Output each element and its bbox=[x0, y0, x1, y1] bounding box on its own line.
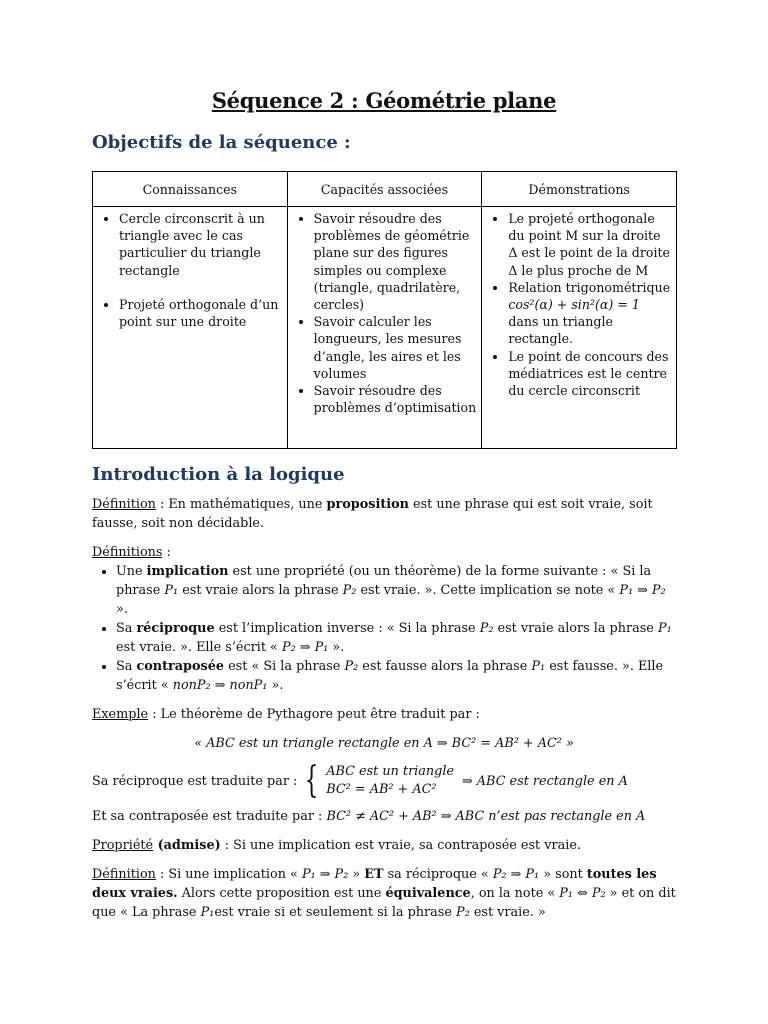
page-title: Séquence 2 : Géométrie plane bbox=[211, 88, 557, 113]
left-brace-icon: { bbox=[304, 760, 319, 801]
example-label: Exemple bbox=[92, 707, 149, 722]
definitions-list bbox=[92, 562, 676, 695]
cell-capacites bbox=[287, 207, 482, 449]
definition-equivalence: Définition : Si une implication « P₁ ⇒ P₂ » ET sa réciproque « P₂ ⇒ P₁ » sont toutes les deux vraies. Alors cette proposition est une équivalence, on la note « P₁ ⇔ P₂ » et on dit que « La phrase P₁est vraie si et seulement si la phrase P₂ est vraie. » bbox=[92, 867, 676, 920]
propriete-line: Propriété (admise) : Si une implication est vraie, sa contraposée est vraie. bbox=[92, 838, 581, 853]
definition-proposition: Définition : En mathématiques, une proposition est une phrase qui est soit vraie, soit fausse, soit non décidable. bbox=[92, 497, 653, 531]
header-demonstrations: Démonstrations bbox=[482, 172, 677, 207]
definitions-label-line: Définitions : bbox=[92, 545, 171, 560]
definition-label: Définition bbox=[92, 497, 156, 512]
list-item: • Le point de concours des médiatrices est le centre du cercle circonscrit bbox=[508, 348, 672, 400]
objectives-table bbox=[92, 171, 677, 449]
reciproque-system: ABC est un triangle BC² = AB² + AC² bbox=[326, 764, 455, 797]
list-item bbox=[508, 279, 672, 348]
logic-heading: Introduction à la logique bbox=[92, 464, 345, 485]
table-row bbox=[93, 207, 677, 449]
header-capacites: Capacités associées bbox=[287, 172, 482, 207]
list-item-implication: • Une implication est une propriété (ou un théorème) de la forme suivante : « Si la phrase P₁ est vraie alors la phrase P₂ est vraie. ». Cette implication se note « P₁ ⇒ P₂ ». bbox=[116, 562, 676, 619]
list-item: • Projeté orthogonale d’un point sur une droite bbox=[119, 296, 283, 330]
table-header-row bbox=[93, 172, 677, 207]
propriete-label: Propriété bbox=[92, 838, 154, 853]
reciproque-label: Sa réciproque est traduite par : bbox=[92, 773, 298, 789]
list-item: • Savoir résoudre des problèmes de géométrie plane sur des figures simples ou complexe (triangle, quadrilatère, cercles) bbox=[314, 210, 478, 313]
list-item: • Cercle circonscrit à un triangle avec le cas particulier du triangle rectangle bbox=[119, 210, 283, 279]
pythagore-formula: « ABC est un triangle rectangle en A ⇒ BC² = AB² + AC² » bbox=[194, 736, 574, 751]
objectives-heading: Objectifs de la séquence : bbox=[92, 132, 351, 153]
list-item: • Savoir calculer les longueurs, les mesures d’angle, les aires et les volumes bbox=[314, 313, 478, 382]
cell-demonstrations bbox=[482, 207, 677, 449]
list-item: • Le projeté orthogonale du point M sur la droite Δ est le point de la droite Δ le plus proche de M bbox=[508, 210, 672, 279]
list-item-contraposee: • Sa contraposée est « Si la phrase P₂ est fausse alors la phrase P₁ est fausse. ». Elle s’écrit « nonP₂ ⇒ nonP₁ ». bbox=[116, 657, 676, 695]
cell-connaissances bbox=[93, 207, 288, 449]
item-text: Relation trigonométrique bbox=[508, 279, 671, 295]
list-item-reciproque: • Sa réciproque est l’implication inverse : « Si la phrase P₂ est vraie alors la phrase P₁ est vraie. ». Elle s’écrit « P₂ ⇒ P₁ ». bbox=[116, 619, 676, 657]
header-connaissances: Connaissances bbox=[93, 172, 288, 207]
definitions-label: Définitions bbox=[92, 545, 163, 560]
item-text: dans un triangle rectangle. bbox=[508, 314, 613, 347]
contraposee-example: Et sa contraposée est traduite par : BC² ≠ AC² + AB² ⇒ ABC n’est pas rectangle en A bbox=[92, 809, 646, 824]
reciproque-example bbox=[92, 760, 676, 801]
trig-formula: cos²(α) + sin²(α) = 1 bbox=[508, 297, 640, 313]
example-line: Exemple : Le théorème de Pythagore peut être traduit par : bbox=[92, 707, 480, 722]
list-item: • Savoir résoudre des problèmes d’optimisation bbox=[314, 382, 478, 416]
reciproque-result: ⇒ ABC est rectangle en A bbox=[462, 773, 628, 789]
definition-label: Définition bbox=[92, 867, 156, 882]
